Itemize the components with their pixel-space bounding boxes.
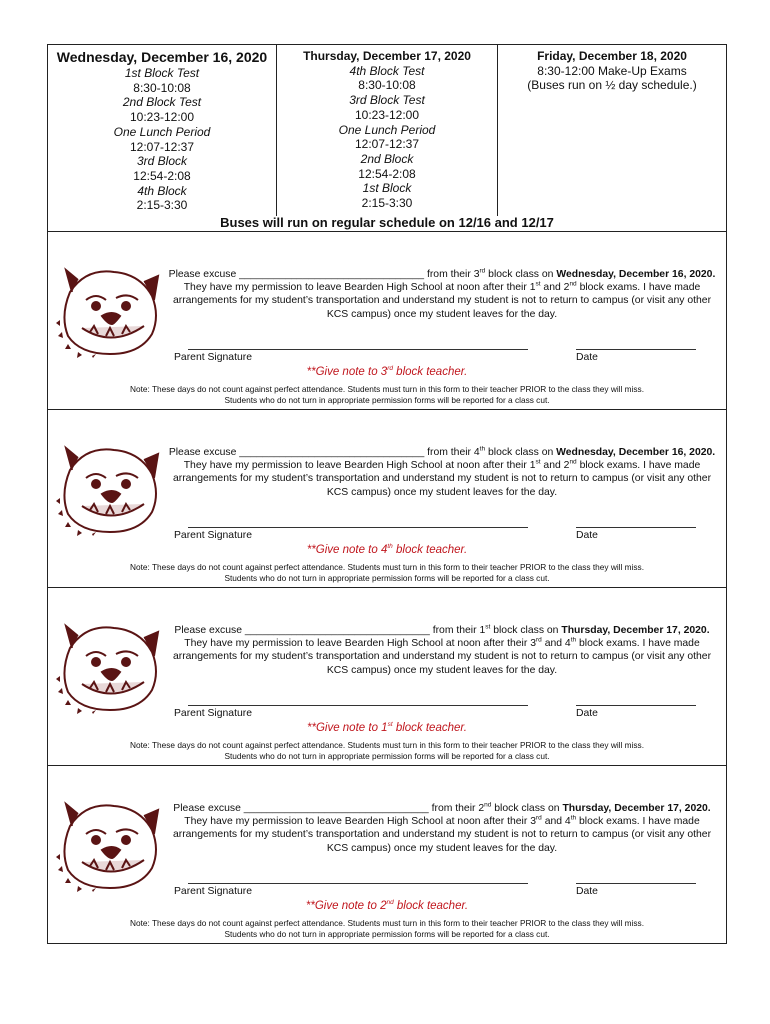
parent-signature-label: Parent Signature bbox=[174, 886, 252, 897]
exam-block-b-suffix: nd bbox=[569, 458, 577, 466]
parent-signature-label: Parent Signature bbox=[174, 530, 252, 541]
exam-block-a: 1 bbox=[529, 282, 536, 294]
please-excuse-text: Please excuse bbox=[173, 803, 241, 814]
block-number-suffix: th bbox=[479, 445, 486, 453]
attendance-note-line: Students who do not turn in appropriate permission forms will be reported for a class cut. bbox=[224, 395, 550, 405]
from-their-text: from their bbox=[427, 447, 471, 458]
parent-signature-label: Parent Signature bbox=[174, 708, 252, 719]
permission-text: They have my permission to leave Bearden High School at noon after their bbox=[184, 638, 528, 650]
exam-arrangement-text: block exams. I have made arrangements for my student’s transportation and understand my student is not to return to campus (or visit any other KCS campus) once my student leaves for the day. bbox=[172, 638, 712, 676]
schedule-column-thursday bbox=[277, 45, 498, 216]
absence-date: Thursday, December 17, 2020. bbox=[561, 625, 710, 636]
schedule-line: 2:15-3:30 bbox=[361, 196, 413, 211]
exam-block-a-suffix: st bbox=[535, 458, 541, 466]
exam-block-a-suffix: rd bbox=[536, 636, 542, 644]
from-their-text: from their bbox=[432, 625, 477, 636]
block-number-suffix: rd bbox=[479, 267, 486, 275]
give-note-instruction bbox=[48, 722, 726, 734]
bulldog-mascot-icon bbox=[56, 262, 164, 358]
schedule-line: 2nd Block bbox=[360, 151, 414, 166]
parent-signature-label: Parent Signature bbox=[174, 352, 252, 363]
bus-schedule-note: Buses will run on regular schedule on 12/16 and 12/17 bbox=[48, 216, 726, 232]
permission-slip bbox=[48, 232, 726, 410]
block-class-on-text: block class on bbox=[488, 269, 554, 280]
attendance-note-line: Students who do not turn in appropriate permission forms will be reported for a class cut. bbox=[224, 573, 550, 583]
exam-block-b-suffix: nd bbox=[569, 280, 577, 288]
exam-block-a-suffix: rd bbox=[536, 814, 542, 822]
attendance-note-line: Students who do not turn in appropriate permission forms will be reported for a class cut. bbox=[224, 929, 550, 939]
schedule-line: (Buses run on ½ day schedule.) bbox=[527, 78, 697, 93]
block-number-suffix: st bbox=[485, 623, 491, 631]
schedule-line: 12:07-12:37 bbox=[354, 137, 420, 152]
permission-slip bbox=[48, 588, 726, 766]
exam-block-b-suffix: th bbox=[570, 636, 577, 644]
attendance-note bbox=[48, 384, 726, 406]
attendance-note bbox=[48, 918, 726, 940]
parent-signature-line[interactable] bbox=[188, 883, 528, 884]
give-note-prefix: **Give note to bbox=[306, 544, 381, 556]
absence-date: Wednesday, December 16, 2020. bbox=[556, 269, 716, 280]
block-class-on-text: block class on bbox=[493, 625, 559, 636]
give-note-block-suffix: th bbox=[387, 543, 393, 551]
permission-paragraph bbox=[164, 268, 720, 321]
date-line[interactable] bbox=[576, 527, 696, 528]
exam-schedule-table bbox=[48, 45, 726, 216]
student-name-blank[interactable]: ________________________________ bbox=[239, 269, 425, 280]
please-excuse-text: Please excuse bbox=[168, 269, 237, 280]
and-text: and bbox=[543, 282, 561, 294]
give-note-block-suffix: nd bbox=[386, 899, 394, 907]
absence-date: Wednesday, December 16, 2020. bbox=[556, 447, 716, 458]
schedule-line: One Lunch Period bbox=[113, 124, 211, 139]
attendance-note-line: Note: These days do not count against perfect attendance. Students must turn in this form to their teacher PRIOR to the class they will miss. bbox=[129, 740, 645, 750]
date-label: Date bbox=[576, 886, 598, 897]
give-note-suffix: block teacher. bbox=[392, 722, 467, 734]
permission-text: They have my permission to leave Bearden High School at noon after their bbox=[183, 282, 527, 294]
schedule-line: 10:23-12:00 bbox=[354, 107, 420, 122]
schedule-line: 8:30-10:08 bbox=[133, 80, 191, 95]
absence-date: Thursday, December 17, 2020. bbox=[562, 803, 711, 814]
date-label: Date bbox=[576, 530, 598, 541]
give-note-suffix: block teacher. bbox=[393, 900, 469, 912]
exam-block-a: 3 bbox=[530, 638, 537, 650]
schedule-line: 2:15-3:30 bbox=[136, 198, 188, 213]
permission-text: They have my permission to leave Bearden High School at noon after their bbox=[184, 816, 528, 828]
exam-arrangement-text: block exams. I have made arrangements for my student’s transportation and understand my student is not to return to campus (or visit any other KCS campus) once my student leaves for the day. bbox=[172, 282, 712, 320]
block-number-suffix: nd bbox=[484, 801, 492, 809]
schedule-line: 8:30-12:00 Make-Up Exams bbox=[537, 63, 687, 78]
schedule-day-heading: Wednesday, December 16, 2020 bbox=[56, 49, 268, 65]
please-excuse-text: Please excuse bbox=[168, 447, 237, 458]
permission-form-sheet bbox=[47, 44, 727, 944]
schedule-line: 8:30-10:08 bbox=[358, 78, 416, 93]
block-number: 3 bbox=[473, 269, 480, 280]
permission-paragraph bbox=[164, 802, 720, 855]
give-note-block-suffix: rd bbox=[387, 365, 393, 373]
block-class-on-text: block class on bbox=[494, 803, 560, 814]
bulldog-mascot-icon bbox=[56, 796, 164, 892]
give-note-instruction bbox=[48, 900, 726, 912]
date-line[interactable] bbox=[576, 349, 696, 350]
exam-block-b: 2 bbox=[563, 282, 570, 294]
exam-arrangement-text: block exams. I have made arrangements for my student’s transportation and understand my student is not to return to campus (or visit any other KCS campus) once my student leaves for the day. bbox=[172, 460, 712, 498]
exam-block-a-suffix: st bbox=[535, 280, 541, 288]
give-note-suffix: block teacher. bbox=[392, 544, 468, 556]
block-number: 4 bbox=[473, 447, 480, 458]
schedule-line: 10:23-12:00 bbox=[129, 110, 195, 125]
from-their-text: from their bbox=[431, 803, 476, 814]
student-name-blank[interactable]: ________________________________ bbox=[243, 803, 429, 814]
parent-signature-line[interactable] bbox=[188, 705, 528, 706]
block-number: 1 bbox=[479, 625, 486, 636]
permission-slip bbox=[48, 766, 726, 944]
student-name-blank[interactable]: ________________________________ bbox=[239, 447, 425, 458]
schedule-line: 4th Block Test bbox=[349, 63, 425, 78]
date-label: Date bbox=[576, 352, 598, 363]
attendance-note-line: Note: These days do not count against perfect attendance. Students must turn in this form to their teacher PRIOR to the class they will miss. bbox=[129, 918, 645, 928]
schedule-line: 3rd Block bbox=[136, 154, 188, 169]
date-line[interactable] bbox=[576, 883, 696, 884]
bulldog-mascot-icon bbox=[56, 618, 164, 714]
parent-signature-line[interactable] bbox=[188, 527, 528, 528]
attendance-note-line: Note: These days do not count against perfect attendance. Students must turn in this form to their teacher PRIOR to the class they will miss. bbox=[129, 562, 645, 572]
schedule-line: 12:54-2:08 bbox=[358, 166, 416, 181]
exam-block-b-suffix: th bbox=[570, 814, 577, 822]
give-note-suffix: block teacher. bbox=[392, 366, 468, 378]
and-text: and bbox=[544, 816, 563, 828]
schedule-day-heading: Thursday, December 17, 2020 bbox=[303, 49, 471, 63]
give-note-instruction bbox=[48, 366, 726, 378]
schedule-line: One Lunch Period bbox=[338, 122, 436, 137]
permission-text: They have my permission to leave Bearden High School at noon after their bbox=[183, 460, 527, 472]
give-note-block: 4 bbox=[380, 544, 388, 556]
schedule-column-wednesday bbox=[48, 45, 277, 216]
attendance-note bbox=[48, 562, 726, 584]
exam-block-b: 4 bbox=[564, 638, 571, 650]
give-note-block-suffix: st bbox=[387, 721, 393, 729]
attendance-note-line: Students who do not turn in appropriate permission forms will be reported for a class cut. bbox=[224, 751, 550, 761]
give-note-prefix: **Give note to bbox=[305, 900, 381, 912]
exam-block-b: 2 bbox=[563, 460, 570, 472]
schedule-line: 1st Block Test bbox=[124, 66, 200, 80]
and-text: and bbox=[544, 638, 563, 650]
exam-block-a: 3 bbox=[530, 816, 537, 828]
permission-paragraph bbox=[164, 446, 720, 499]
give-note-prefix: **Give note to bbox=[307, 722, 382, 734]
schedule-line: 12:54-2:08 bbox=[133, 168, 191, 183]
give-note-block: 3 bbox=[380, 366, 388, 378]
give-note-prefix: **Give note to bbox=[306, 366, 381, 378]
give-note-block: 1 bbox=[381, 722, 388, 734]
please-excuse-text: Please excuse bbox=[174, 625, 242, 636]
exam-block-b: 4 bbox=[564, 816, 571, 828]
schedule-column-friday bbox=[498, 45, 726, 216]
parent-signature-line[interactable] bbox=[188, 349, 528, 350]
date-line[interactable] bbox=[576, 705, 696, 706]
give-note-instruction bbox=[48, 544, 726, 556]
block-number: 2 bbox=[478, 803, 485, 814]
student-name-blank[interactable]: ________________________________ bbox=[244, 625, 430, 636]
schedule-line: 12:07-12:37 bbox=[129, 139, 195, 154]
attendance-note-line: Note: These days do not count against perfect attendance. Students must turn in this form to their teacher PRIOR to the class they will miss. bbox=[129, 384, 645, 394]
schedule-line: 1st Block bbox=[362, 181, 412, 196]
permission-slip bbox=[48, 410, 726, 588]
and-text: and bbox=[543, 460, 561, 472]
schedule-line: 3rd Block Test bbox=[349, 93, 425, 108]
date-label: Date bbox=[576, 708, 598, 719]
bulldog-mascot-icon bbox=[56, 440, 164, 536]
exam-arrangement-text: block exams. I have made arrangements for my student’s transportation and understand my student is not to return to campus (or visit any other KCS campus) once my student leaves for the day. bbox=[172, 816, 712, 854]
block-class-on-text: block class on bbox=[487, 447, 554, 458]
attendance-note bbox=[48, 740, 726, 762]
exam-block-a: 1 bbox=[529, 460, 536, 472]
permission-paragraph bbox=[164, 624, 720, 677]
give-note-block: 2 bbox=[380, 900, 387, 912]
from-their-text: from their bbox=[426, 269, 471, 280]
schedule-line: 2nd Block Test bbox=[122, 95, 202, 110]
schedule-line: 4th Block bbox=[137, 183, 187, 198]
schedule-day-heading: Friday, December 18, 2020 bbox=[537, 49, 687, 63]
